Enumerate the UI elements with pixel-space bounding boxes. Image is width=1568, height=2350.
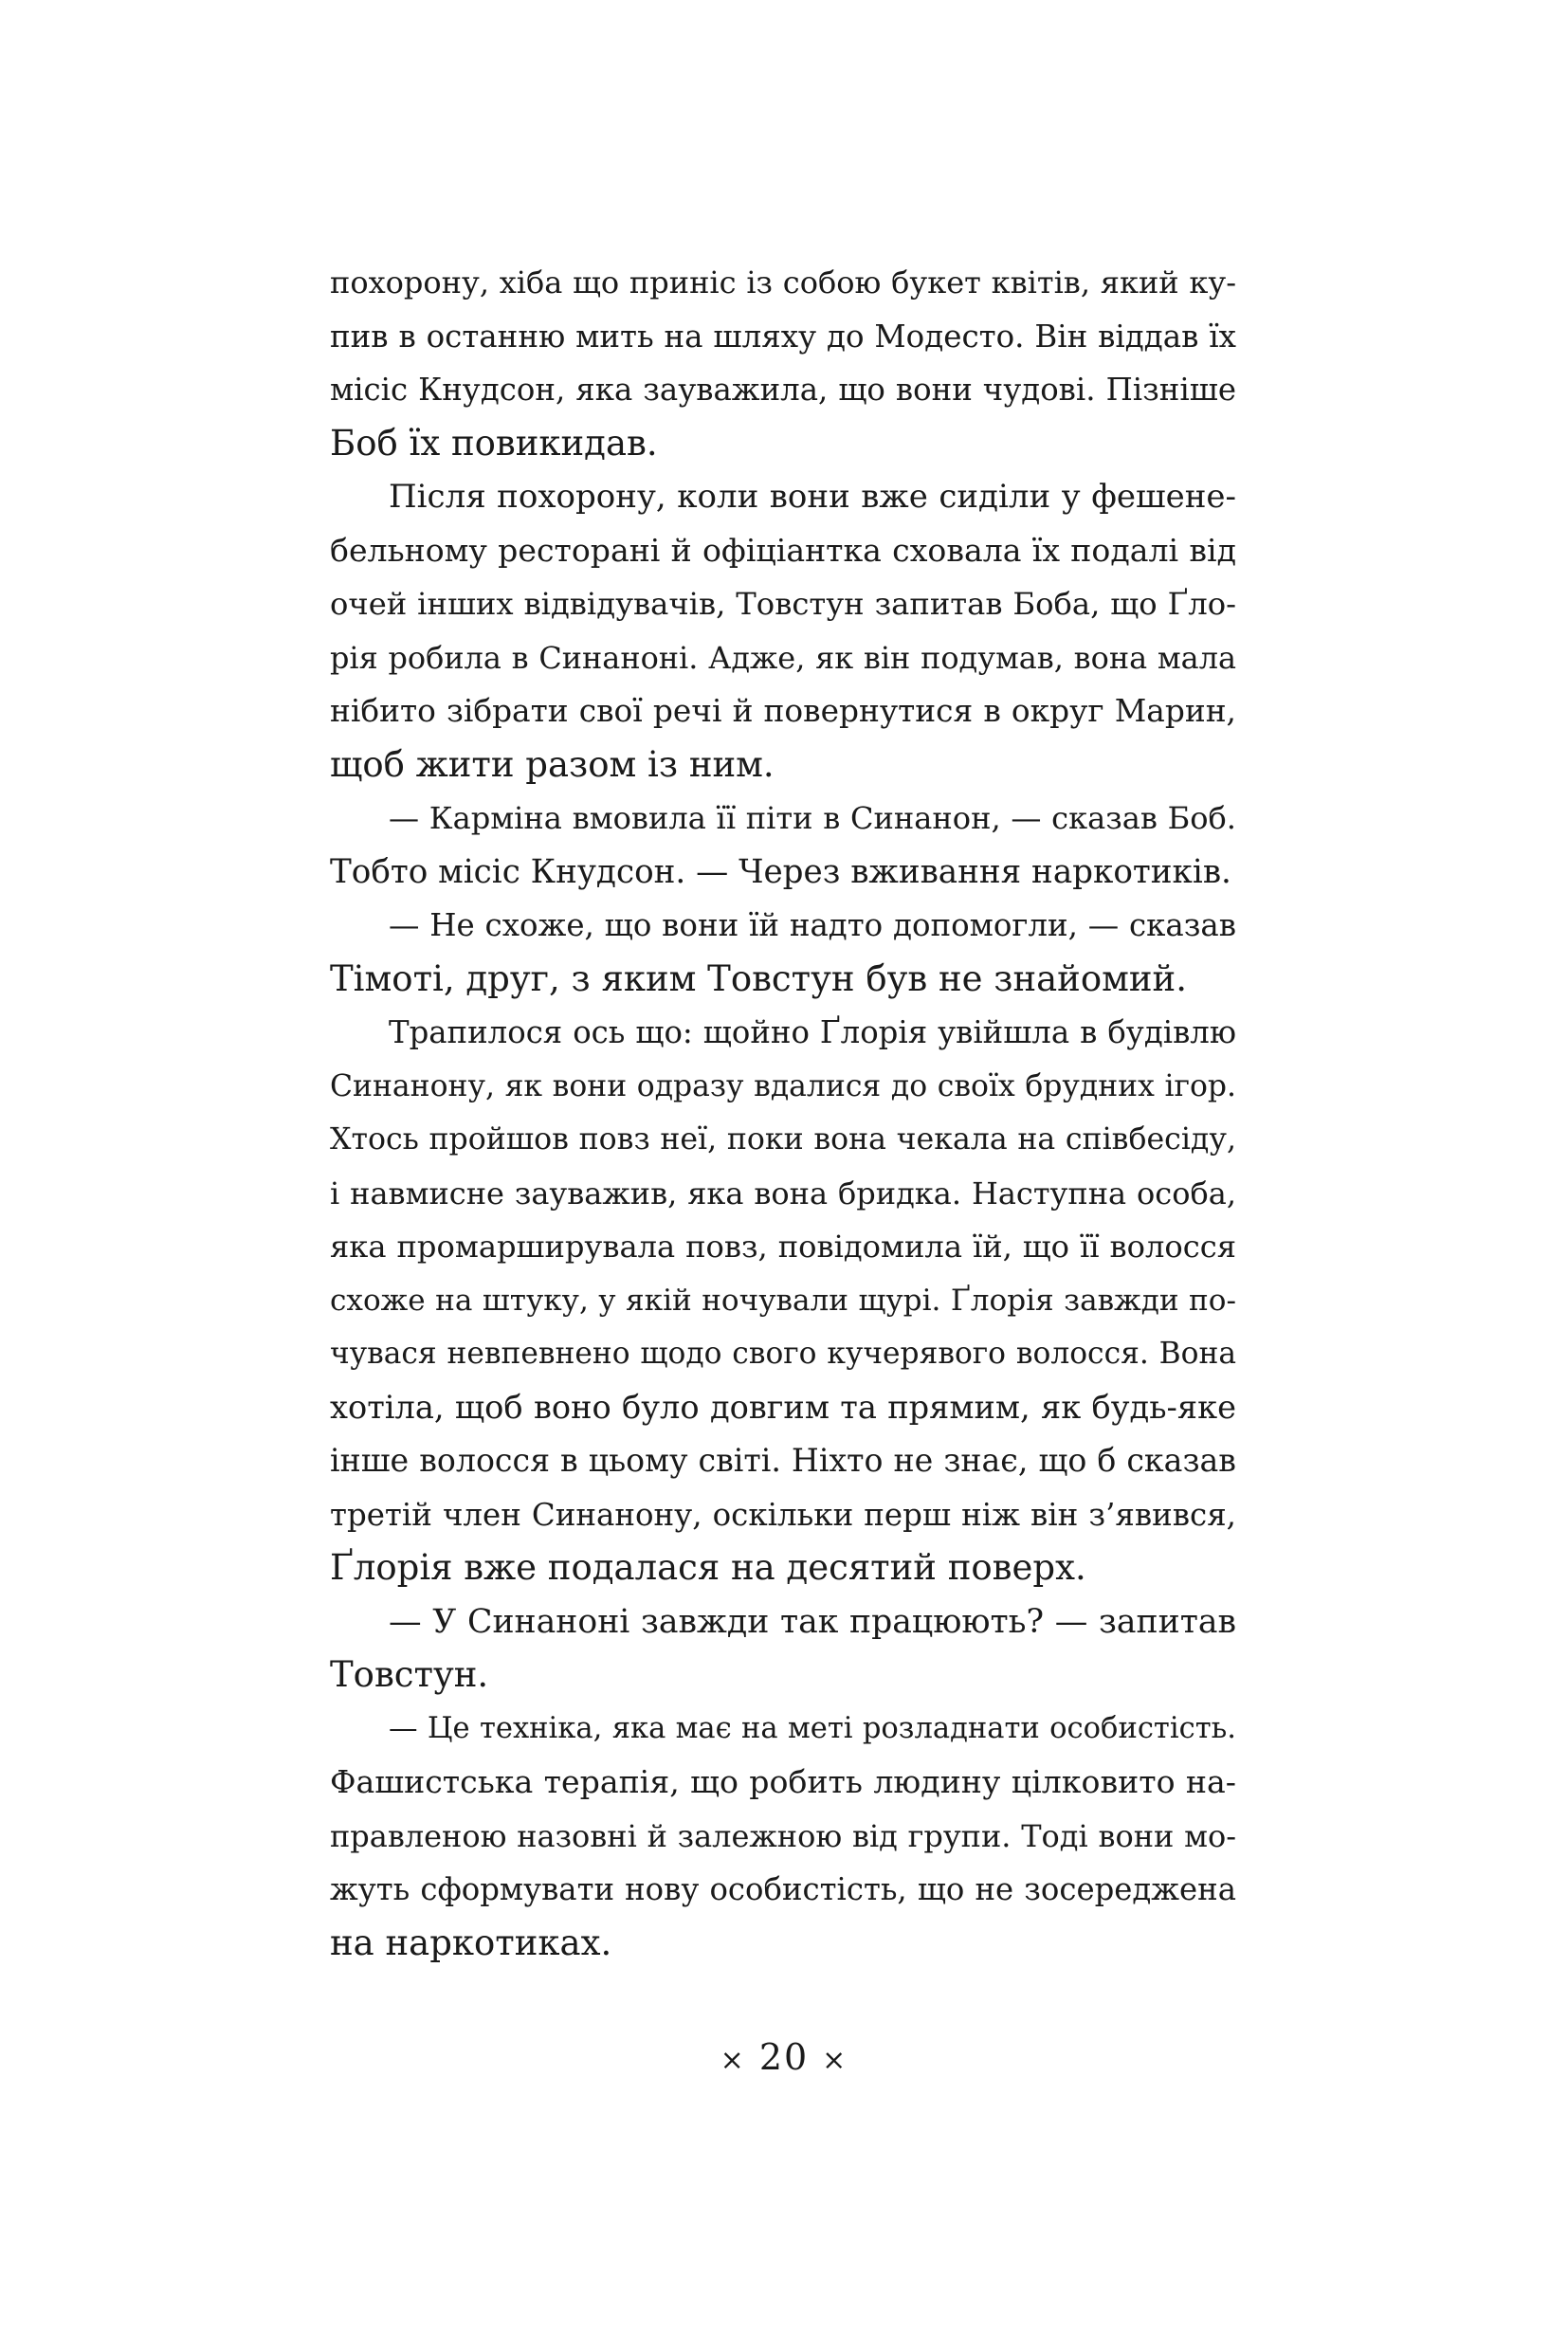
text-line-13: — Не схоже, що вони їй надто допомогли, — сказав [389, 907, 1236, 943]
text-line-32: на наркотиках. [330, 1922, 612, 1963]
body-text [330, 256, 1236, 1970]
text-line-26: — У Синаноні завжди так працюють? — запитав [389, 1602, 1236, 1641]
text-line-10: щоб жити разом із ним. [330, 743, 775, 785]
text-line-1: похорону, хіба що приніс із собою букет квітів, який ку- [330, 264, 1236, 301]
text-line-29: Фашистська терапія, що робить людину цілковито на- [330, 1763, 1236, 1800]
text-line-8: рія робила в Синаноні. Адже, як він подумав, вона мала [330, 639, 1236, 676]
folio-mark-left: × [720, 2044, 746, 2077]
text-line-22: хотіла, щоб воно було довгим та прямим, як будь-яке [330, 1388, 1236, 1426]
text-line-4: Боб їх повикидав. [330, 422, 658, 464]
text-line-27: Товстун. [330, 1654, 489, 1695]
text-line-12: Тобто місіс Кнудсон. — Через вживання наркотиків. [330, 852, 1231, 891]
text-line-30: правленою назовні й залежною від групи. Тоді вони мо- [330, 1817, 1236, 1854]
text-line-11: — Карміна вмовила її піти в Синанон, — сказав Боб. [389, 800, 1236, 836]
text-line-31: жуть сформувати нову особистість, що не зосереджена [330, 1871, 1236, 1907]
text-line-28: — Це техніка, яка має на меті розладнати особистість. [389, 1711, 1236, 1745]
text-line-19: яка промарширувала повз, повідомила їй, що її волосся [330, 1229, 1236, 1265]
text-line-7: очей інших відвідувачів, Товстун запитав Боба, що Ґло- [330, 586, 1236, 622]
text-line-21: чувася невпевнено щодо свого кучерявого волосся. Вона [330, 1337, 1236, 1371]
text-line-3: місіс Кнудсон, яка зауважила, що вони чудові. Пізніше [330, 372, 1236, 408]
text-line-16: Синанону, як вони одразу вдалися до своїх брудних ігор. [330, 1068, 1236, 1103]
text-line-23: інше волосся в цьому світі. Ніхто не знає, що б сказав [330, 1442, 1236, 1479]
folio-mark-right: × [822, 2044, 848, 2077]
page-folio [0, 2036, 1568, 2078]
text-line-2: пив в останню мить на шляху до Модесто. Він віддав їх [330, 318, 1236, 355]
text-line-24: третій член Синанону, оскільки перш ніж він з’явився, [330, 1496, 1236, 1533]
text-line-20: схоже на штуку, у якій ночували щурі. Ґлорія завжди по- [330, 1283, 1236, 1318]
text-line-5: Після похорону, коли вони вже сиділи у фешене- [389, 478, 1236, 516]
text-line-15: Трапилося ось що: щойно Ґлорія увійшла в будівлю [389, 1014, 1236, 1050]
text-line-6: бельному ресторані й офіціантка сховала їх подалі від [330, 531, 1236, 569]
text-line-17: Хтось пройшов повз неї, поки вона чекала на співбесіду, [330, 1122, 1236, 1157]
text-line-18: і навмисне зауважив, яка вона бридка. Наступна особа, [330, 1175, 1236, 1211]
page-number: 20 [758, 2036, 810, 2078]
text-line-25: Ґлорія вже подалася на десятий поверх. [330, 1547, 1086, 1588]
text-line-9: нібито зібрати свої речі й повернутися в округ Марин, [330, 693, 1236, 729]
text-line-14: Тімоті, друг, з яким Товстун був не знайомий. [330, 957, 1187, 999]
